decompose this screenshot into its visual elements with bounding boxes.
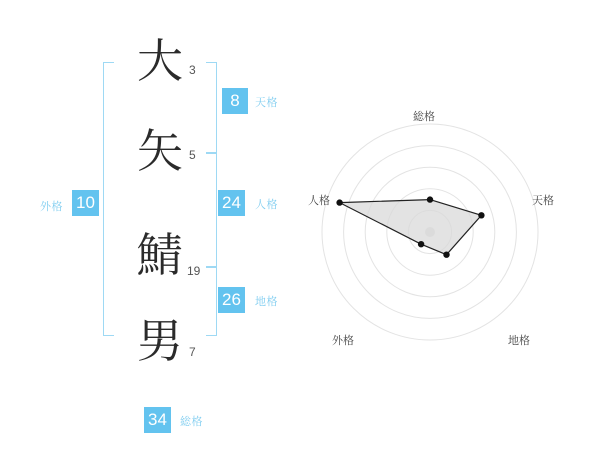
score-badge-soukaku: 34 <box>144 407 171 433</box>
kanji-char-4: 男 <box>137 314 183 368</box>
axis-label-jinkaku: 人格 <box>308 195 330 207</box>
score-label-chikaku: 地格 <box>255 296 278 308</box>
bracket-tenkaku <box>206 62 217 154</box>
stroke-count-1: 3 <box>189 63 196 77</box>
stroke-count-2: 5 <box>189 148 196 162</box>
stroke-count-3: 19 <box>187 264 201 278</box>
axis-label-chikaku: 地格 <box>508 335 530 347</box>
score-label-jinkaku: 人格 <box>255 199 278 211</box>
bracket-jinkaku <box>206 152 217 268</box>
radar-series-polygon <box>340 200 482 255</box>
kanji-char-1: 大 <box>137 34 183 88</box>
score-badge-jinkaku: 24 <box>218 190 245 216</box>
kanji-char-3: 鯖 <box>137 228 183 282</box>
axis-label-tenkaku: 天格 <box>532 195 554 207</box>
radar-data-point <box>443 252 449 258</box>
radar-data-point <box>336 199 342 205</box>
axis-label-soukaku: 総格 <box>413 111 435 123</box>
bracket-chikaku <box>206 266 217 336</box>
score-label-soukaku: 総格 <box>180 416 203 428</box>
score-badge-chikaku: 26 <box>218 287 245 313</box>
score-badge-gaikaku: 10 <box>72 190 99 216</box>
radar-chart <box>300 110 560 375</box>
score-label-tenkaku: 天格 <box>255 97 278 109</box>
radar-svg <box>300 110 560 370</box>
radar-data-point <box>418 241 424 247</box>
radar-data-point <box>478 212 484 218</box>
axis-label-gaikaku: 外格 <box>332 335 354 347</box>
bracket-outer <box>103 62 114 336</box>
kanji-char-2: 矢 <box>137 124 183 178</box>
radar-data-point <box>427 196 433 202</box>
score-label-gaikaku: 外格 <box>40 201 63 213</box>
stroke-count-4: 7 <box>189 345 196 359</box>
score-badge-tenkaku: 8 <box>222 88 248 114</box>
